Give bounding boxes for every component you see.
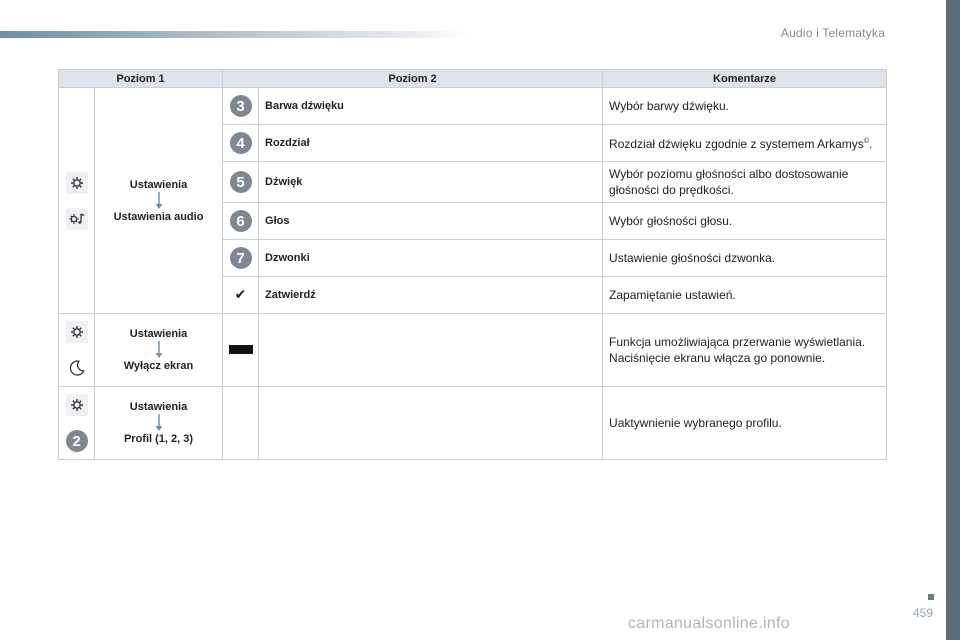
comment-text: Funkcja umożliwiająca przerwanie wyświetlania. Naciśnięcie ekranu włącza go ponownie. bbox=[603, 314, 887, 387]
level2-label: Barwa dźwięku bbox=[259, 88, 603, 125]
moon-icon bbox=[66, 357, 88, 379]
down-arrow-icon bbox=[154, 341, 164, 359]
settings-gear-icon bbox=[66, 321, 88, 343]
audio-settings-icon bbox=[66, 208, 88, 230]
level1-label-top: Ustawienia bbox=[129, 178, 188, 191]
comment-text: Uaktywnienie wybranego profilu. bbox=[603, 387, 887, 460]
comment-text: Zapamiętanie ustawień. bbox=[603, 277, 887, 314]
table-row bbox=[59, 387, 887, 460]
settings-menu-table bbox=[58, 69, 887, 460]
comment-text: Wybór poziomu głośności albo dostosowanie głośności do prędkości. bbox=[603, 162, 887, 203]
down-arrow-icon bbox=[154, 414, 164, 432]
number-badge-5: 5 bbox=[230, 171, 252, 193]
table-row bbox=[59, 314, 887, 387]
level1-label-bottom: Wyłącz ekran bbox=[123, 360, 194, 372]
number-badge-2: 2 bbox=[66, 430, 88, 452]
level2-label: Rozdział bbox=[259, 125, 603, 162]
level2-label: Dźwięk bbox=[259, 162, 603, 203]
level2-label: Zatwierdź bbox=[259, 277, 603, 314]
level1-profile-cell bbox=[95, 387, 223, 460]
down-arrow-icon bbox=[154, 192, 164, 210]
checkmark-icon: ✔ bbox=[234, 286, 247, 302]
table-row bbox=[59, 88, 887, 125]
level2-empty-icon-cell bbox=[223, 387, 259, 460]
level1-label-top: Ustawienia bbox=[129, 328, 188, 340]
page-number: 459 bbox=[913, 606, 934, 620]
number-badge-7: 7 bbox=[230, 247, 252, 269]
number-badge-4: 4 bbox=[230, 132, 252, 154]
page-marker bbox=[928, 594, 934, 600]
level1-icons-audio bbox=[59, 88, 95, 314]
level1-label-top: Ustawienia bbox=[129, 401, 188, 413]
table-header-row bbox=[59, 70, 887, 88]
column-header-comments: Komentarze bbox=[603, 70, 887, 88]
comment-text: Rozdział dźwięku zgodnie z systemem Arkamys©. bbox=[603, 125, 887, 162]
section-title: Audio i Telematyka bbox=[780, 26, 885, 40]
level1-icons-profile bbox=[59, 387, 95, 460]
level1-icons-screen bbox=[59, 314, 95, 387]
column-header-level2: Poziom 2 bbox=[223, 70, 603, 88]
screen-off-icon bbox=[229, 345, 253, 354]
level1-screen-cell bbox=[95, 314, 223, 387]
comment-text: Wybór głośności głosu. bbox=[603, 203, 887, 240]
number-badge-6: 6 bbox=[230, 210, 252, 232]
level1-audio-cell bbox=[95, 88, 223, 314]
number-badge-3: 3 bbox=[230, 95, 252, 117]
settings-gear-icon bbox=[66, 172, 88, 194]
level2-label: Dzwonki bbox=[259, 240, 603, 277]
watermark: carmanualsonline.info bbox=[628, 615, 790, 632]
level1-label-bottom: Ustawienia audio bbox=[113, 210, 204, 223]
comment-text: Wybór barwy dźwięku. bbox=[603, 88, 887, 125]
comment-text: Ustawienie głośności dzwonka. bbox=[603, 240, 887, 277]
level1-label-bottom: Profil (1, 2, 3) bbox=[123, 433, 194, 445]
level2-label: Głos bbox=[259, 203, 603, 240]
settings-gear-icon bbox=[66, 394, 88, 416]
column-header-level1: Poziom 1 bbox=[59, 70, 223, 88]
level2-empty-cell bbox=[259, 387, 603, 460]
top-accent-bar bbox=[0, 31, 470, 38]
right-edge-bar bbox=[946, 0, 960, 640]
level2-empty-cell bbox=[259, 314, 603, 387]
